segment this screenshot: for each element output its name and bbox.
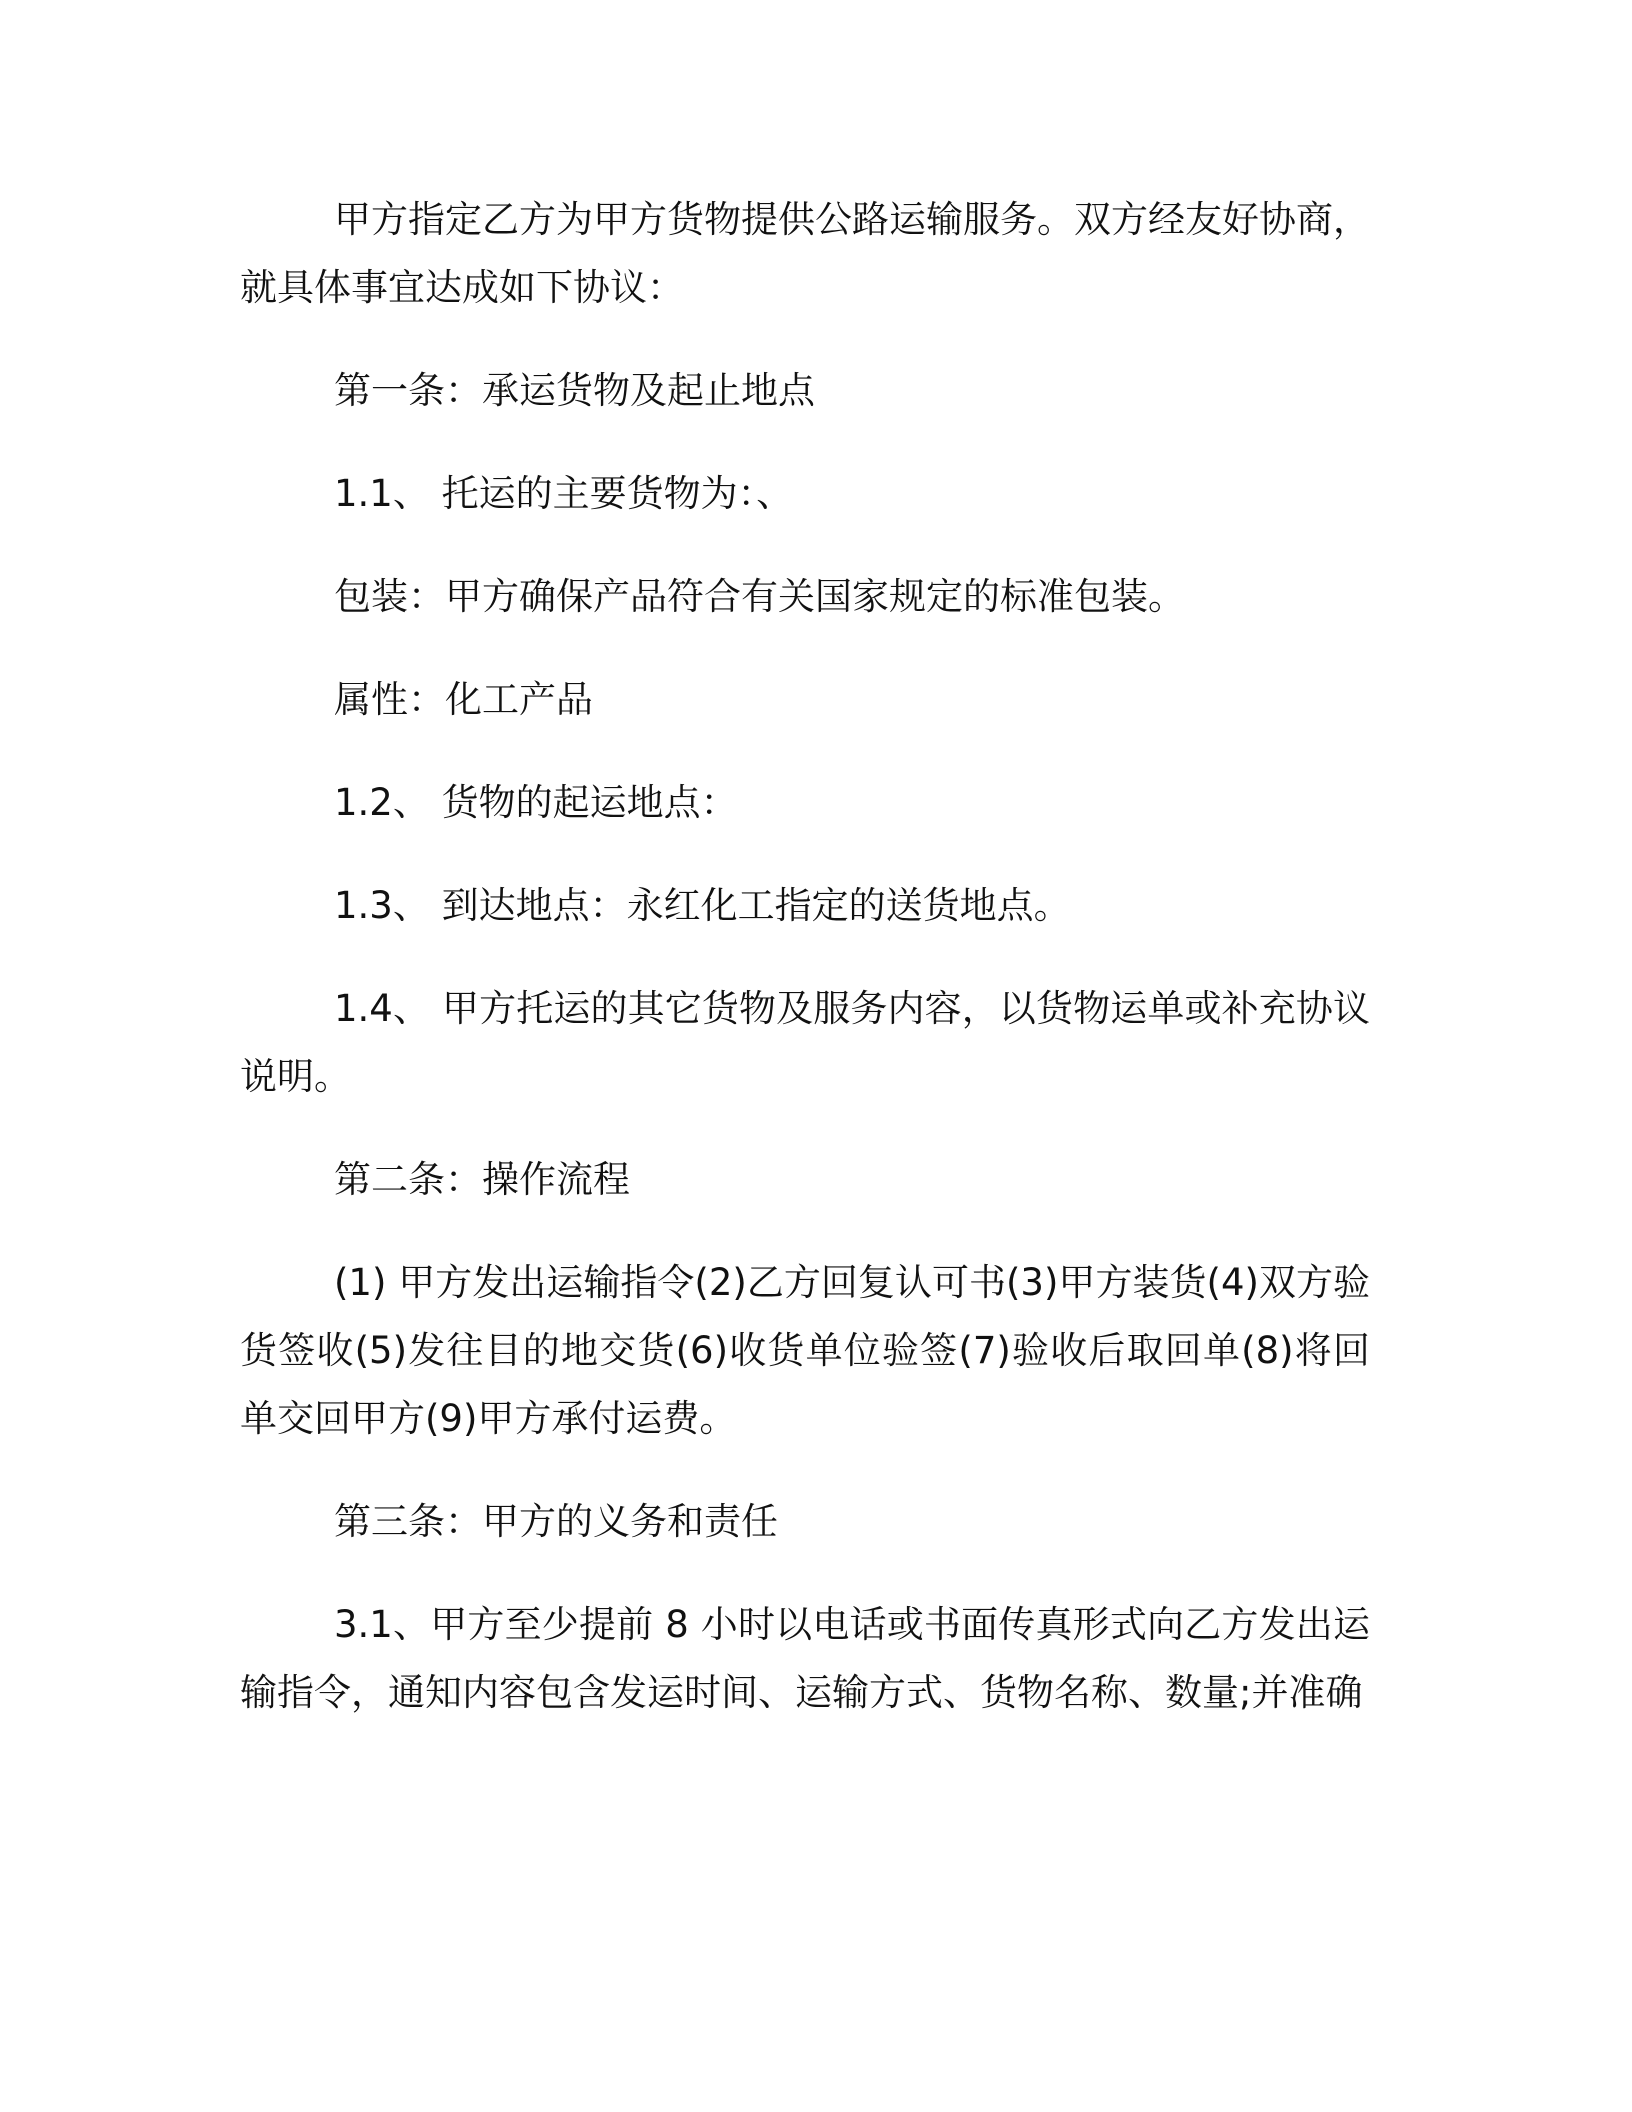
process-steps-paragraph: (1) 甲方发出运输指令(2)乙方回复认可书(3)甲方装货(4)双方验货签收(5)发往目的地交货(6)收货单位验签(7)验收后取回单(8)将回单交回甲方(9)甲方承付运费。 xyxy=(240,1261,1370,1440)
attribute-paragraph: 属性：化工产品 xyxy=(334,678,593,721)
clause-1-3: 1.3、 到达地点：永红化工指定的送货地点。 xyxy=(334,884,1071,927)
intro-paragraph: 甲方指定乙方为甲方货物提供公路运输服务。双方经友好协商，就具体事宜达成如下协议： xyxy=(240,198,1370,309)
article-3-heading: 第三条：甲方的义务和责任 xyxy=(334,1500,778,1543)
article-1-heading: 第一条：承运货物及起止地点 xyxy=(334,369,815,412)
clause-3-1: 3.1、甲方至少提前 8 小时以电话或书面传真形式向乙方发出运输指令，通知内容包含发运时间、运输方式、货物名称、数量;并准确 xyxy=(240,1603,1370,1714)
clause-1-1: 1.1、 托运的主要货物为：、 xyxy=(334,472,794,515)
packaging-paragraph: 包装：甲方确保产品符合有关国家规定的标准包装。 xyxy=(334,575,1185,618)
document-body xyxy=(240,186,1370,1762)
clause-1-4: 1.4、 甲方托运的其它货物及服务内容，以货物运单或补充协议说明。 xyxy=(240,987,1370,1098)
clause-1-2: 1.2、 货物的起运地点： xyxy=(334,781,738,824)
article-2-heading: 第二条：操作流程 xyxy=(334,1158,630,1201)
